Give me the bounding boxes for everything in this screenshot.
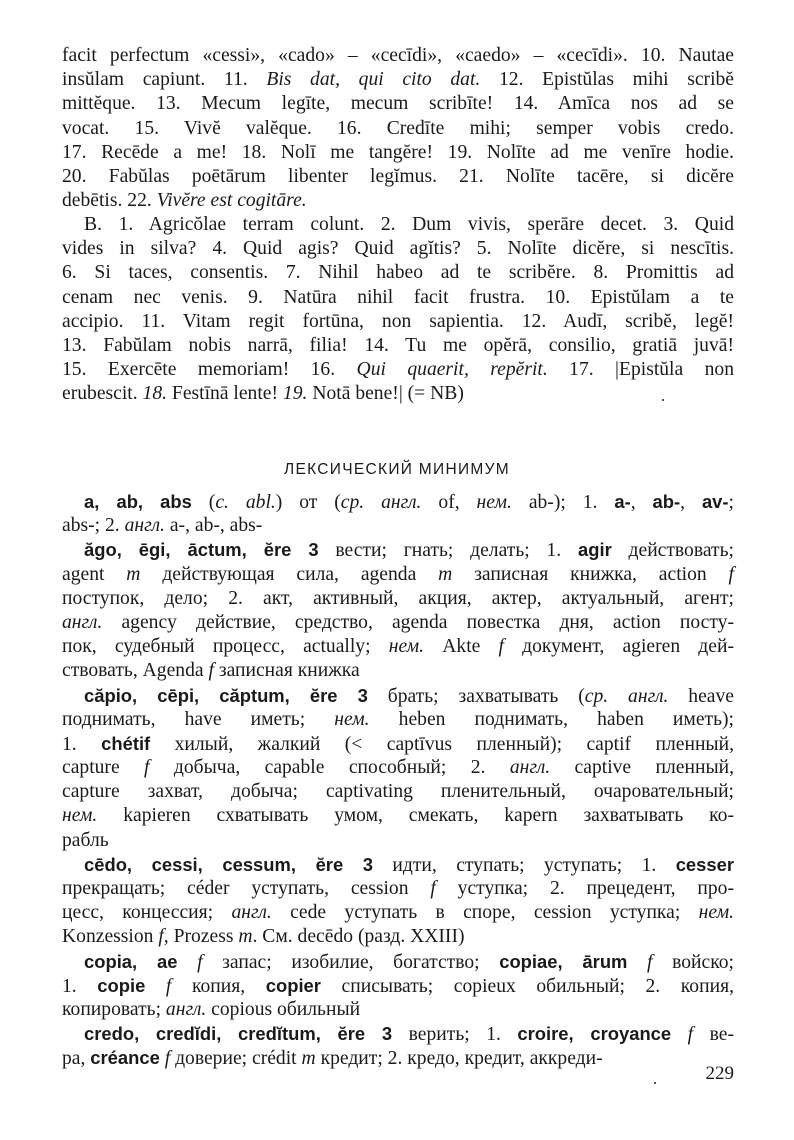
- dictionary-entry: [62, 490, 734, 538]
- text-line: 1. copie f копия, copier списывать; copieux обильный; 2. копия,: [62, 974, 734, 997]
- text-line: 20. Fabŭlas poētārum libenter legĭmus. 21. Nolīte tacēre, si dicĕre: [62, 165, 734, 187]
- text-line: 6. Si taces, consentis. 7. Nihil habeo ad te scribĕre. 8. Promittis ad: [62, 262, 734, 284]
- text-line: Konzession f, Prozess m. См. decēdo (разд. XXIII): [62, 926, 465, 948]
- text-line: erubescit. 18. Festīnā lente! 19. Notā bene!| (= NB): [62, 383, 464, 405]
- page-number: 229: [705, 1063, 734, 1084]
- text-line: capture захват, добыча; captivating пленительный, очаровательный;: [62, 781, 734, 803]
- text-line: рабль: [62, 829, 109, 851]
- text-line: a, ab, abs (с. abl.) от (ср. англ. of, нем. ab-); 1. a-, ab-, av-;: [84, 491, 734, 513]
- dictionary-entry: [62, 538, 734, 683]
- scan-speck: [654, 1082, 656, 1084]
- text-line: copia, ae f запас; изобилие, богатство; copiae, ārum f войско;: [84, 950, 734, 973]
- scan-speck: [662, 399, 664, 401]
- dictionary-entry: [62, 950, 734, 1023]
- exercise-b-text: [62, 213, 734, 407]
- text-line: cenam nec venis. 9. Natūra nihil facit frustra. 10. Epistŭlam a te: [62, 286, 734, 308]
- text-line: accipio. 11. Vitam regit fortūna, non sapientia. 12. Audī, scribĕ, legĕ!: [62, 310, 734, 332]
- text-line: ра, créance f доверие; crédit m кредит; 2. кредо, кредит, аккреди-: [62, 1047, 603, 1070]
- text-line: пок, судебный процесс, actually; нем. Akte f документ, agieren дей-: [62, 636, 734, 658]
- dictionary-entry: [62, 853, 734, 950]
- text-line: копировать; англ. copious обильный: [62, 998, 361, 1020]
- text-line: поднимать, have иметь; нем. heben поднимать, haben иметь);: [62, 708, 734, 730]
- text-line: insŭlam capiunt. 11. Bis dat, qui cito dat. 12. Epistŭlas mihi scribĕ: [62, 69, 735, 91]
- text-line: mittĕque. 13. Mecum legīte, mecum scribīte! 14. Amīca nos ad se: [62, 93, 734, 115]
- text-line: англ. agency действие, средство, agenda повестка дня, action посту-: [62, 611, 734, 633]
- dictionary-entry: [62, 1022, 734, 1070]
- vocabulary-entries: [62, 490, 734, 1071]
- section-heading: ЛЕКСИЧЕСКИЙ МИНИМУМ: [284, 461, 510, 478]
- text-line: цесс, концессия; англ. cede уступать в споре, cession уступка; нем.: [62, 902, 734, 924]
- text-line: căpio, cēpi, căptum, ĕre 3 брать; захватывать (ср. англ. heave: [84, 684, 734, 707]
- text-line: debētis. 22. Vivĕre est cogitāre.: [62, 190, 307, 212]
- text-line: 13. Fabŭlam nobis narrā, filia! 14. Tu me opĕrā, consilio, gratiā juvā!: [62, 334, 734, 356]
- text-line: нем. kapieren схватывать умом, смекать, kapern захватывать ко-: [62, 805, 734, 827]
- text-line: прекращать; céder уступать, cession f уступка; 2. прецедент, про-: [62, 878, 734, 899]
- text-line: agent m действующая сила, agenda m записная книжка, action f: [62, 563, 734, 585]
- text-line: facit perfectum «cessi», «cado» – «cecīdi», «caedo» – «cecīdi». 10. Nautae: [62, 45, 734, 66]
- text-line: vocat. 15. Vivĕ valĕque. 16. Credīte mihi; semper vobis credo.: [62, 117, 734, 139]
- text-line: ствовать, Agenda f записная книжка: [62, 660, 360, 682]
- text-line: ăgo, ēgi, āctum, ĕre 3 вести; гнать; делать; 1. agir действовать;: [84, 539, 734, 562]
- text-line: abs-; 2. англ. a-, ab-, abs-: [62, 515, 263, 537]
- text-line: vides in silva? 4. Quid agis? Quid agĭtis? 5. Nolīte dicĕre, si nescītis.: [62, 238, 734, 260]
- exercise-a-text: [62, 44, 734, 213]
- text-line: 1. chétif хилый, жалкий (< captīvus пленный); captif пленный,: [62, 732, 734, 755]
- text-line: 17. Recēde a me! 18. Nolī me tangĕre! 19. Nolīte ad me venīre hodie.: [62, 141, 734, 163]
- text-line: capture f добыча, capable способный; 2. англ. captive пленный,: [62, 757, 734, 779]
- text-line: cēdo, cessi, cessum, ĕre 3 идти, ступать; уступать; 1. cesser: [84, 853, 734, 876]
- text-line: B. 1. Agricŏlae terram colunt. 2. Dum vivis, sperāre decet. 3. Quid: [84, 214, 734, 235]
- text-line: поступок, дело; 2. акт, активный, акция, актер, актуальный, агент;: [62, 587, 734, 609]
- text-line: 15. Exercēte memoriam! 16. Qui quaerit, repĕrit. 17. |Epistŭla non: [62, 359, 734, 381]
- text-line: credo, credĭdi, credĭtum, ĕre 3 верить; 1. croire, croyance f ве-: [84, 1023, 734, 1046]
- dictionary-entry: [62, 684, 734, 853]
